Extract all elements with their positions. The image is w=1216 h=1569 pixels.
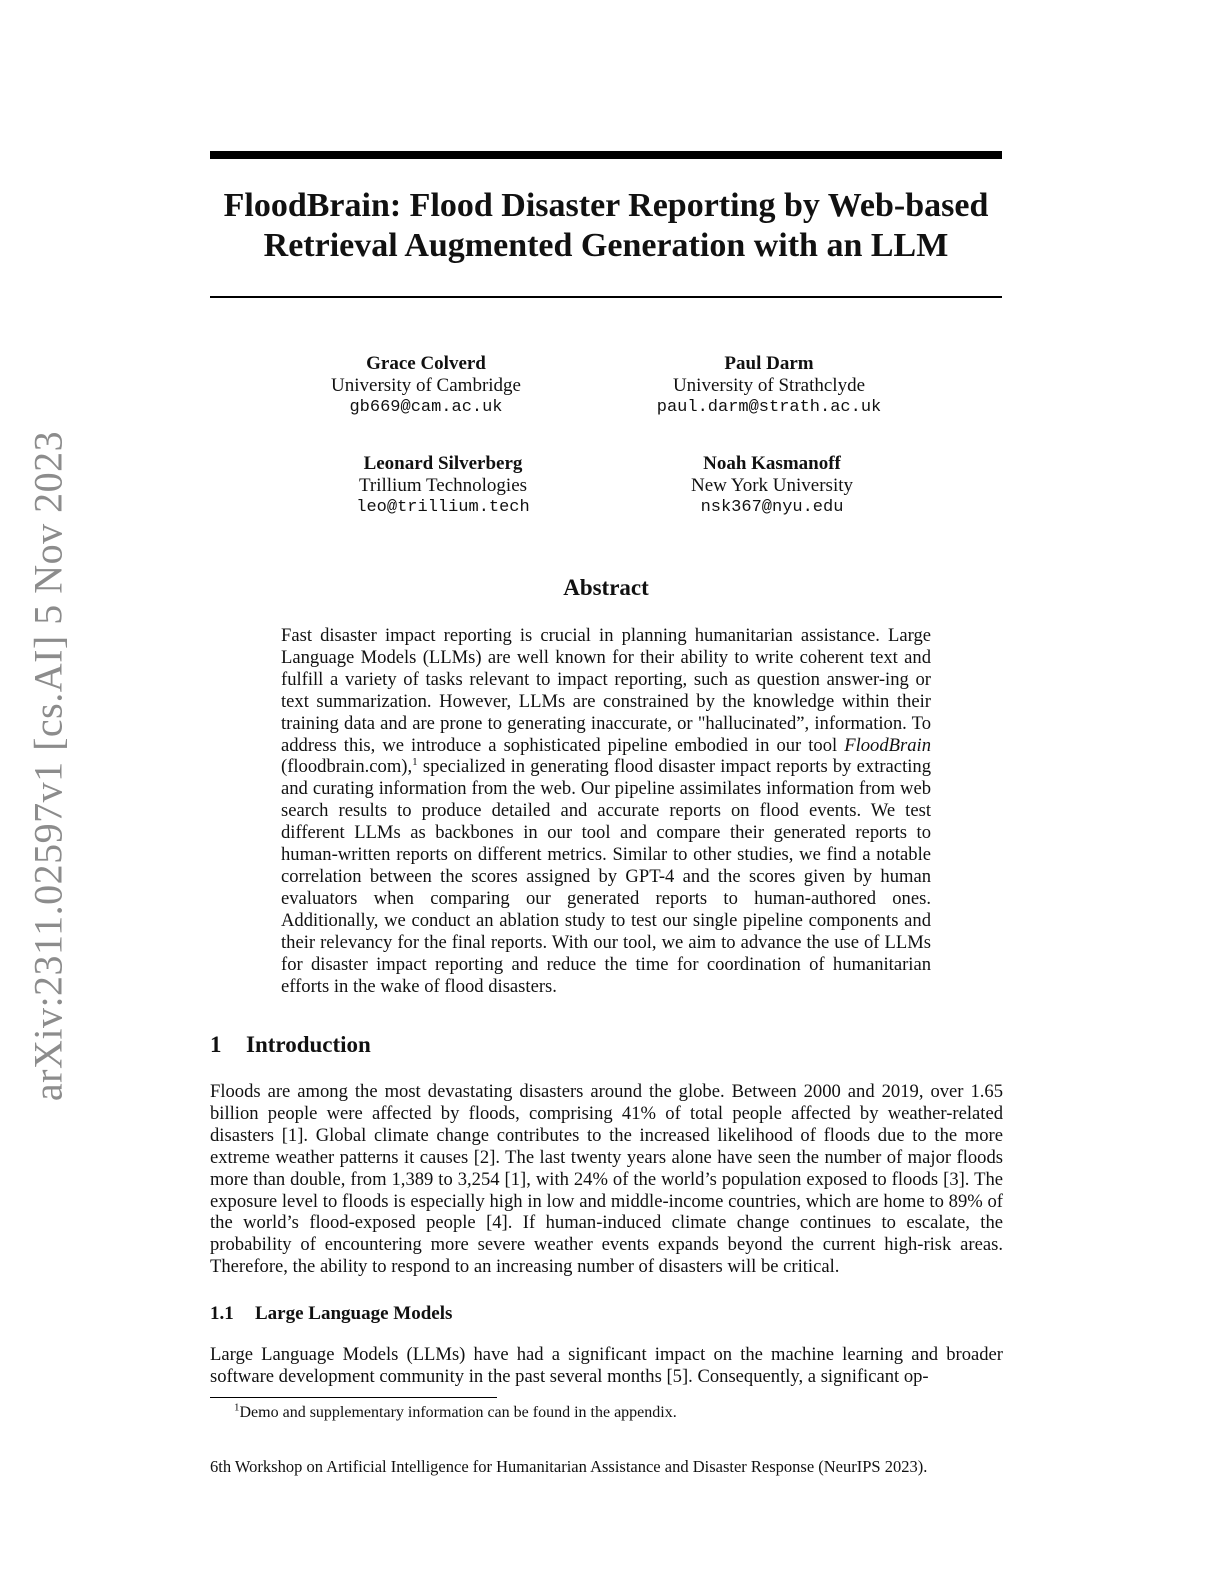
section-heading-introduction bbox=[210, 1031, 371, 1059]
footnote-mark: 1 bbox=[234, 1401, 240, 1414]
abstract-heading: Abstract bbox=[563, 575, 649, 600]
author-block-3 bbox=[293, 453, 593, 519]
author-block-1 bbox=[276, 353, 576, 419]
arxiv-stamp-text: arXiv:2311.02597v1 [cs.AI] 5 Nov 2023 bbox=[25, 430, 71, 1102]
title-rule-bottom bbox=[210, 296, 1002, 298]
section-number: 1 bbox=[210, 1032, 222, 1057]
paper-title bbox=[210, 186, 1002, 266]
author-email: leo@trillium.tech bbox=[356, 498, 530, 517]
footnote-rule bbox=[210, 1397, 497, 1398]
arxiv-stamp bbox=[20, 430, 76, 1102]
author-email: nsk367@nyu.edu bbox=[700, 498, 844, 517]
author-affiliation: University of Cambridge bbox=[331, 375, 521, 396]
author-email: gb669@cam.ac.uk bbox=[349, 398, 503, 417]
author-name: Grace Colverd bbox=[366, 353, 486, 374]
author-affiliation: New York University bbox=[690, 475, 854, 496]
llm-paragraph: Large Language Models (LLMs) have had a significant impact on the machine learning and broader software development community in the past several months [5]. Consequently, a significant op- bbox=[210, 1344, 1003, 1387]
introduction-paragraph: Floods are among the most devastating disasters around the globe. Between 2000 and 2019, over 1.65 billion people were affected by floods, comprising 41% of total people affected by weather-related disasters [1]. Global climate change contributes to the increased likelihood of floods due to the more extreme weather patterns it causes [2]. The last twenty years alone have seen the number of major floods more than double, from 1,389 to 3,254 [1], with 24% of the world’s population exposed to floods [3]. The exposure level to floods is especially high in low and middle-income countries, which are home to 89% of the world’s flood-exposed people [4]. If human-induced climate change continues to escalate, the probability of encountering more severe weather events expands beyond the current high-risk areas. Therefore, the ability to respond to an increasing number of disasters will be critical. bbox=[210, 1081, 1003, 1278]
author-block-2 bbox=[619, 353, 919, 419]
author-affiliation: Trillium Technologies bbox=[358, 475, 528, 496]
author-name: Leonard Silverberg bbox=[363, 453, 523, 474]
title-line-2: Retrieval Augmented Generation with an LLM bbox=[263, 227, 949, 264]
section-title: Introduction bbox=[246, 1032, 371, 1057]
abstract-text-part-3: specialized in generating flood disaster impact reports by extracting and curating information from the web. Our pipeline assimilates information from web search results to produce detailed and accurate reports on flood events. We test different LLMs as backbones in our tool and compare their generated reports to human-written reports on different metrics. Similar to other studies, we find a notable correlation between the scores assigned by GPT-4 and the scores given by human evaluators when comparing our generated reports to human-authored ones. Additionally, we conduct an ablation study to test our single pipeline components and their relevancy for the final reports. With our tool, we aim to advance the use of LLMs for disaster impact reporting and reduce the time for coordination of humanitarian efforts in the wake of flood disasters. bbox=[281, 756, 931, 997]
footnote-marker: 1 bbox=[412, 756, 418, 769]
footnote bbox=[234, 1403, 994, 1423]
subsection-number: 1.1 bbox=[210, 1303, 234, 1324]
abstract-text bbox=[281, 625, 931, 997]
subsection-title: Large Language Models bbox=[255, 1303, 453, 1324]
tool-name: FloodBrain bbox=[844, 734, 931, 756]
venue-line: 6th Workshop on Artificial Intelligence for Humanitarian Assistance and Disaster Response (NeurIPS 2023). bbox=[210, 1457, 928, 1476]
footnote-text: Demo and supplementary information can be found in the appendix. bbox=[239, 1404, 677, 1421]
author-email: paul.darm@strath.ac.uk bbox=[656, 398, 882, 417]
author-block-4 bbox=[622, 453, 922, 519]
author-affiliation: University of Strathclyde bbox=[672, 375, 866, 396]
author-name: Noah Kasmanoff bbox=[703, 453, 841, 474]
title-line-1: FloodBrain: Flood Disaster Reporting by Web-based bbox=[223, 187, 989, 224]
abstract-text-part-1: Fast disaster impact reporting is crucial in planning humanitarian assistance. Large Language Models (LLMs) are well known for their ability to write coherent text and fulfill a variety of tasks relevant to impact reporting, such as question answer-ing or text summarization. However, LLMs are constrained by the knowledge within their training data and are prone to generating inaccurate, or "hallucinated”, information. To address this, we introduce a sophisticated pipeline embodied in our tool bbox=[281, 625, 931, 756]
author-name: Paul Darm bbox=[724, 353, 814, 374]
title-rule-top bbox=[210, 151, 1002, 159]
subsection-heading-llm bbox=[210, 1302, 452, 1326]
abstract-text-part-2: (floodbrain.com), bbox=[281, 756, 413, 778]
